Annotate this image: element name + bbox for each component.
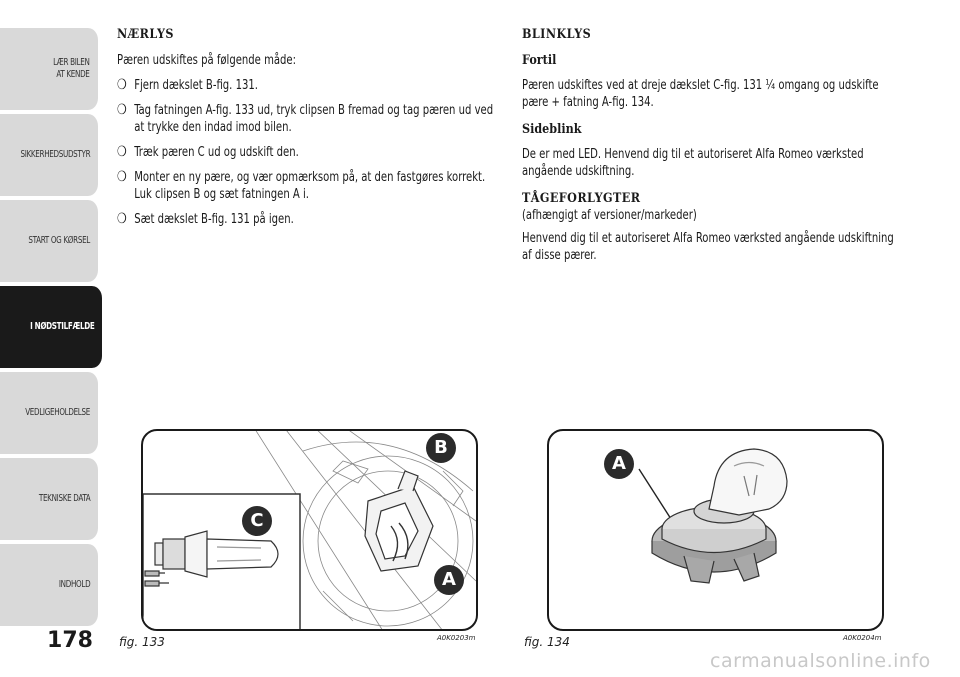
figure-133-code: A0K0203m	[437, 634, 476, 642]
tab-vedligeholdelse[interactable]	[0, 372, 100, 454]
bullet-icon: ❍	[117, 102, 127, 118]
list-item: ❍ Træk pæren C ud og udskift den.	[117, 144, 299, 160]
right-column	[522, 26, 906, 264]
list-item: ❍ Fjern dækslet B-fig. 131.	[117, 77, 258, 93]
paragraph-taageforlygter: Henvend dig til et autoriseret Alfa Romeo værksted angående udskiftning af disse pærer.	[522, 231, 894, 263]
paragraph-sideblink: De er med LED. Henvend dig til et autoriseret Alfa Romeo værksted angående udskiftning.	[522, 147, 864, 179]
headlamp-bulb-drawing	[143, 431, 476, 629]
tab-start-og-korsel[interactable]	[0, 200, 100, 282]
tab-label: INDHOLD	[58, 579, 90, 590]
tab-tekniske-data[interactable]	[0, 458, 100, 540]
bullet-icon: ❍	[117, 77, 127, 93]
tab-sikkerhedsudstyr[interactable]	[0, 114, 100, 196]
bullet-icon: ❍	[117, 211, 127, 227]
list-item: ❍ Monter en ny pære, og vær opmærksom på, at den fastgøres korrekt. Luk clipsen B og sæt fatningen A i.	[117, 169, 486, 202]
tab-label: START OG KØRSEL	[28, 235, 90, 246]
section-heading-taageforlygter: TÅGEFORLYGTER	[522, 191, 641, 206]
tab-i-nodstilfaelde[interactable]	[0, 286, 104, 368]
figure-134-illustration	[547, 429, 884, 631]
turn-signal-bulb-drawing	[549, 431, 882, 629]
callout-c-icon: C	[242, 506, 272, 536]
callout-a-icon: A	[604, 449, 634, 479]
bullet-icon: ❍	[117, 169, 127, 185]
tab-indhold[interactable]	[0, 544, 100, 626]
bullet-icon: ❍	[117, 144, 127, 160]
callout-a-icon: A	[434, 565, 464, 595]
callout-b-icon: B	[426, 433, 456, 463]
paragraph-fortil: Pæren udskiftes ved at dreje dækslet C-fig. 131 ¼ omgang og udskifte pære + fatning A-fig. 134.	[522, 78, 879, 110]
watermark-text: carmanualsonline.info	[710, 650, 931, 672]
figure-134-code: A0K0204m	[843, 634, 882, 642]
tab-label: VEDLIGEHOLDELSE	[25, 407, 90, 418]
section-heading-naerlys: NÆRLYS	[117, 27, 174, 42]
subheading-fortil: Fortil	[522, 53, 557, 68]
section-heading-blinklys: BLINKLYS	[522, 27, 592, 42]
figure-133-caption: fig. 133	[119, 635, 165, 649]
tab-label: TEKNISKE DATA	[38, 493, 90, 504]
figure-134-caption: fig. 134	[524, 635, 570, 649]
list-item: ❍ Tag fatningen A-fig. 133 ud, tryk clipsen B fremad og tag pæren ud ved at trykke den indad imod bilen.	[117, 102, 494, 135]
page-number: 178	[47, 628, 93, 653]
note-versions: (afhængigt af versioner/markeder)	[522, 208, 697, 223]
left-column	[117, 26, 501, 236]
tab-label: LÆR BILEN AT KENDE	[53, 57, 90, 80]
subheading-sideblink: Sideblink	[522, 122, 582, 137]
tab-label: I NØDSTILFÆLDE	[29, 321, 94, 332]
tab-label: SIKKERHEDSUDSTYR	[20, 149, 90, 160]
intro-text: Pæren udskiftes på følgende måde:	[117, 53, 297, 68]
figure-133-illustration	[141, 429, 478, 631]
steps-list	[117, 77, 500, 228]
tab-laer-bilen-at-kende[interactable]	[0, 28, 100, 110]
list-item: ❍ Sæt dækslet B-fig. 131 på igen.	[117, 211, 294, 227]
